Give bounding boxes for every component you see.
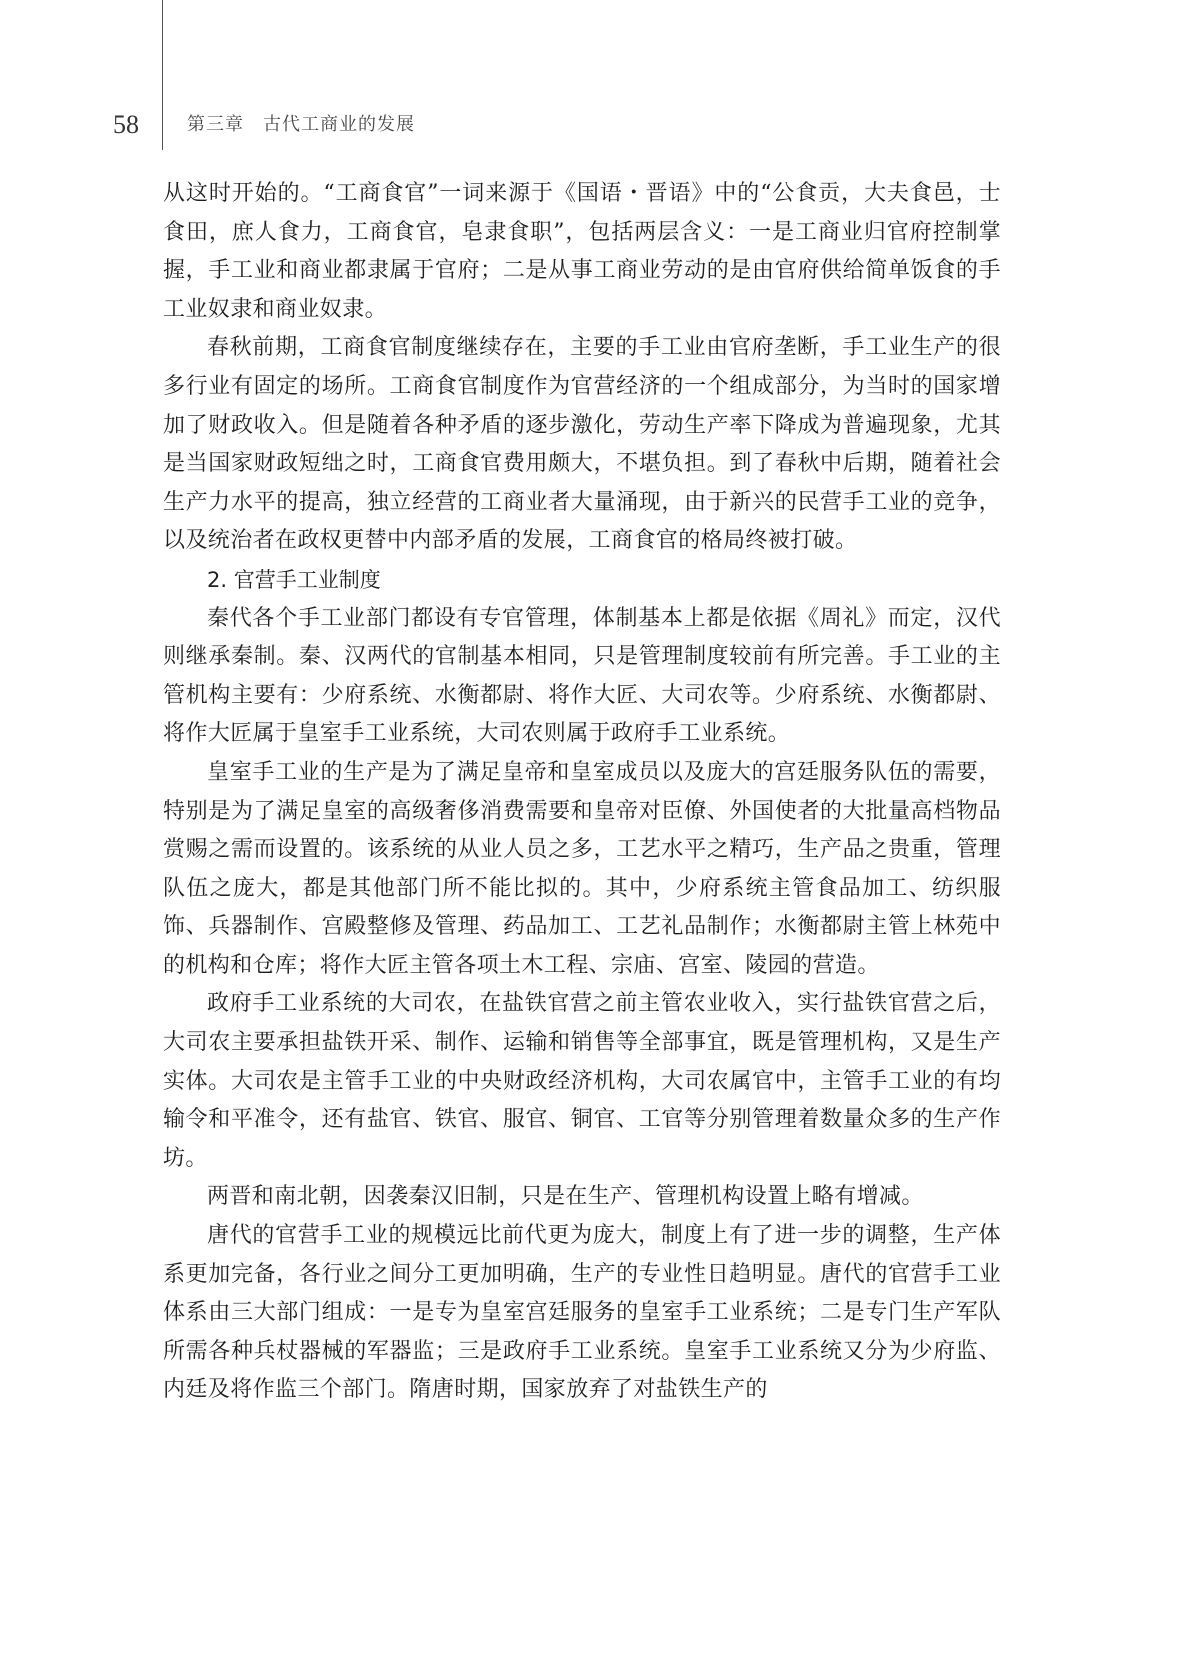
paragraph-continued: 从这时开始的。“工商食官”一词来源于《国语・晋语》中的“公食贡，大夫食邑，士食田，庶人食力，工商食官，皂隶食职”，包括两层含义：一是工商业归官府控制掌握，手工业和商业都隶属于官府；二是从事工商业劳动的是由官府供给简单饭食的手工业奴隶和商业奴隶。 [163, 181, 1001, 322]
running-head-chapter-title: 第三章 古代工商业的发展 [187, 114, 415, 135]
paragraph: 两晋和南北朝，因袭秦汉旧制，只是在生产、管理机构设置上略有增减。 [207, 1184, 924, 1210]
paragraph: 秦代各个手工业部门都设有专官管理，体制基本上都是依据《周礼》而定，汉代则继承秦制。秦、汉两代的官制基本相同，只是管理制度较前有所完善。手工业的主管机构主要有：少府系统、水衡都尉、将作大匠、大司农等。少府系统、水衡都尉、将作大匠属于皇室手工业系统，大司农则属于政府手工业系统。 [163, 605, 1001, 747]
paragraph: 春秋前期，工商食官制度继续存在，主要的手工业由官府垄断，手工业生产的很多行业有固定的场所。工商食官制度作为官营经济的一个组成部分，为当时的国家增加了财政收入。但是随着各种矛盾的逐步激化，劳动生产率下降成为普遍现象，尤其是当国家财政短绌之时，工商食官费用颇大，不堪负担。到了春秋中后期，随着社会生产力水平的提高，独立经营的工商业者大量涌现，由于新兴的民营手工业的竞争，以及统治者在政权更替中内部矛盾的发展，工商食官的格局终被打破。 [163, 335, 1001, 554]
page-number: 58 [113, 110, 139, 139]
header-divider [162, 0, 163, 150]
paragraph: 皇室手工业的生产是为了满足皇帝和皇室成员以及庞大的宫廷服务队伍的需要，特别是为了满足皇室的高级奢侈消费需要和皇帝对臣僚、外国使者的大批量高档物品赏赐之需而设置的。该系统的从业人员之多，工艺水平之精巧，生产品之贵重，管理队伍之庞大，都是其他部门所不能比拟的。其中，少府系统主管食品加工、纺织服饰、兵器制作、宫殿整修及管理、药品加工、工艺礼品制作；水衡都尉主管上林苑中的机构和仓库；将作大匠主管各项土木工程、宗庙、宫室、陵园的营造。 [163, 759, 1001, 978]
section-heading: 2. 官营手工业制度 [207, 567, 381, 592]
paragraph: 政府手工业系统的大司农，在盐铁官营之前主管农业收入，实行盐铁官营之后，大司农主要承担盐铁开采、制作、运输和销售等全部事宜，既是管理机构，又是生产实体。大司农是主管手工业的中央财政经济机构，大司农属官中，主管手工业的有均输令和平准令，还有盐官、铁官、服官、铜官、工官等分别管理着数量众多的生产作坊。 [163, 991, 1001, 1171]
paragraph: 唐代的官营手工业的规模远比前代更为庞大，制度上有了进一步的调整，生产体系更加完备，各行业之间分工更加明确，生产的专业性日趋明显。唐代的官营手工业体系由三大部门组成：一是专为皇室宫廷服务的皇室手工业系统；二是专门生产军队所需各种兵杖器械的军器监；三是政府手工业系统。皇室手工业系统又分为少府监、内廷及将作监三个部门。隋唐时期，国家放弃了对盐铁生产的 [163, 1223, 1001, 1403]
body-text [163, 175, 1001, 1410]
